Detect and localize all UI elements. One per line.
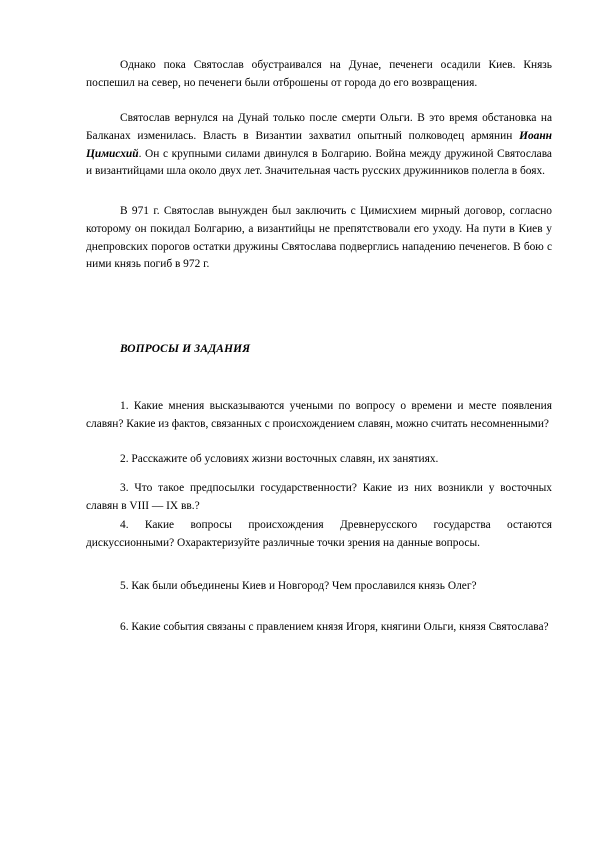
paragraph-pechenegs-siege: Однако пока Святослав обустраивался на Дунае, печенеги осадили Киев. Князь поспешил на север, но печенеги были отброшены от города до его возвращения. (86, 59, 552, 89)
question-item-3: 3. Что такое предпосылки государственности? Какие из них возникли у восточных славян в VIII — IX вв.? (86, 482, 552, 512)
question-item-4: 4. Какие вопросы происхождения Древнерусского государства остаются дискуссионными? Охарактеризуйте различные точки зрения на данные вопросы. (86, 519, 552, 549)
emphasized-name-tzimiskes: Иоанн Цимисхий (86, 129, 552, 160)
paragraph-balkans-text-after: . Он с крупными силами двинулся в Болгарию. Война между дружиной Святослава и византийцами шла около двух лет. Значительная часть русских дружинников полегла в боях. (86, 147, 552, 178)
paragraph-balkans-text-before: Святослав вернулся на Дунай только после смерти Ольги. В это время обстановка на Балканах изменилась. Власть в Византии захватил опытный полководец армянин (86, 112, 552, 142)
question-item-6: 6. Какие события связаны с правлением князя Игоря, княгини Ольги, князя Святослава? (120, 621, 549, 633)
question-item-5: 5. Как были объединены Киев и Новгород? Чем прославился князь Олег? (120, 580, 477, 592)
question-item-2: 2. Расскажите об условиях жизни восточных славян, их занятиях. (120, 453, 439, 465)
question-item-1: 1. Какие мнения высказываются учеными по вопросу о времени и месте появления славян? Какие из фактов, связанных с происхождением славян, можно считать несомненными? (86, 400, 552, 430)
paragraph-peace-treaty: В 971 г. Святослав вынужден был заключить с Цимисхием мирный договор, согласно которому он покидал Болгарию, а византийцы не препятствовали его уходу. На пути в Киев у днепровских порогов остатки дружины Святослава подверглись нападению печенегов. В бою с ними князь погиб в 972 г. (86, 205, 552, 271)
paragraph-balkans (86, 110, 552, 181)
questions-heading: ВОПРОСЫ И ЗАДАНИЯ (120, 343, 251, 355)
